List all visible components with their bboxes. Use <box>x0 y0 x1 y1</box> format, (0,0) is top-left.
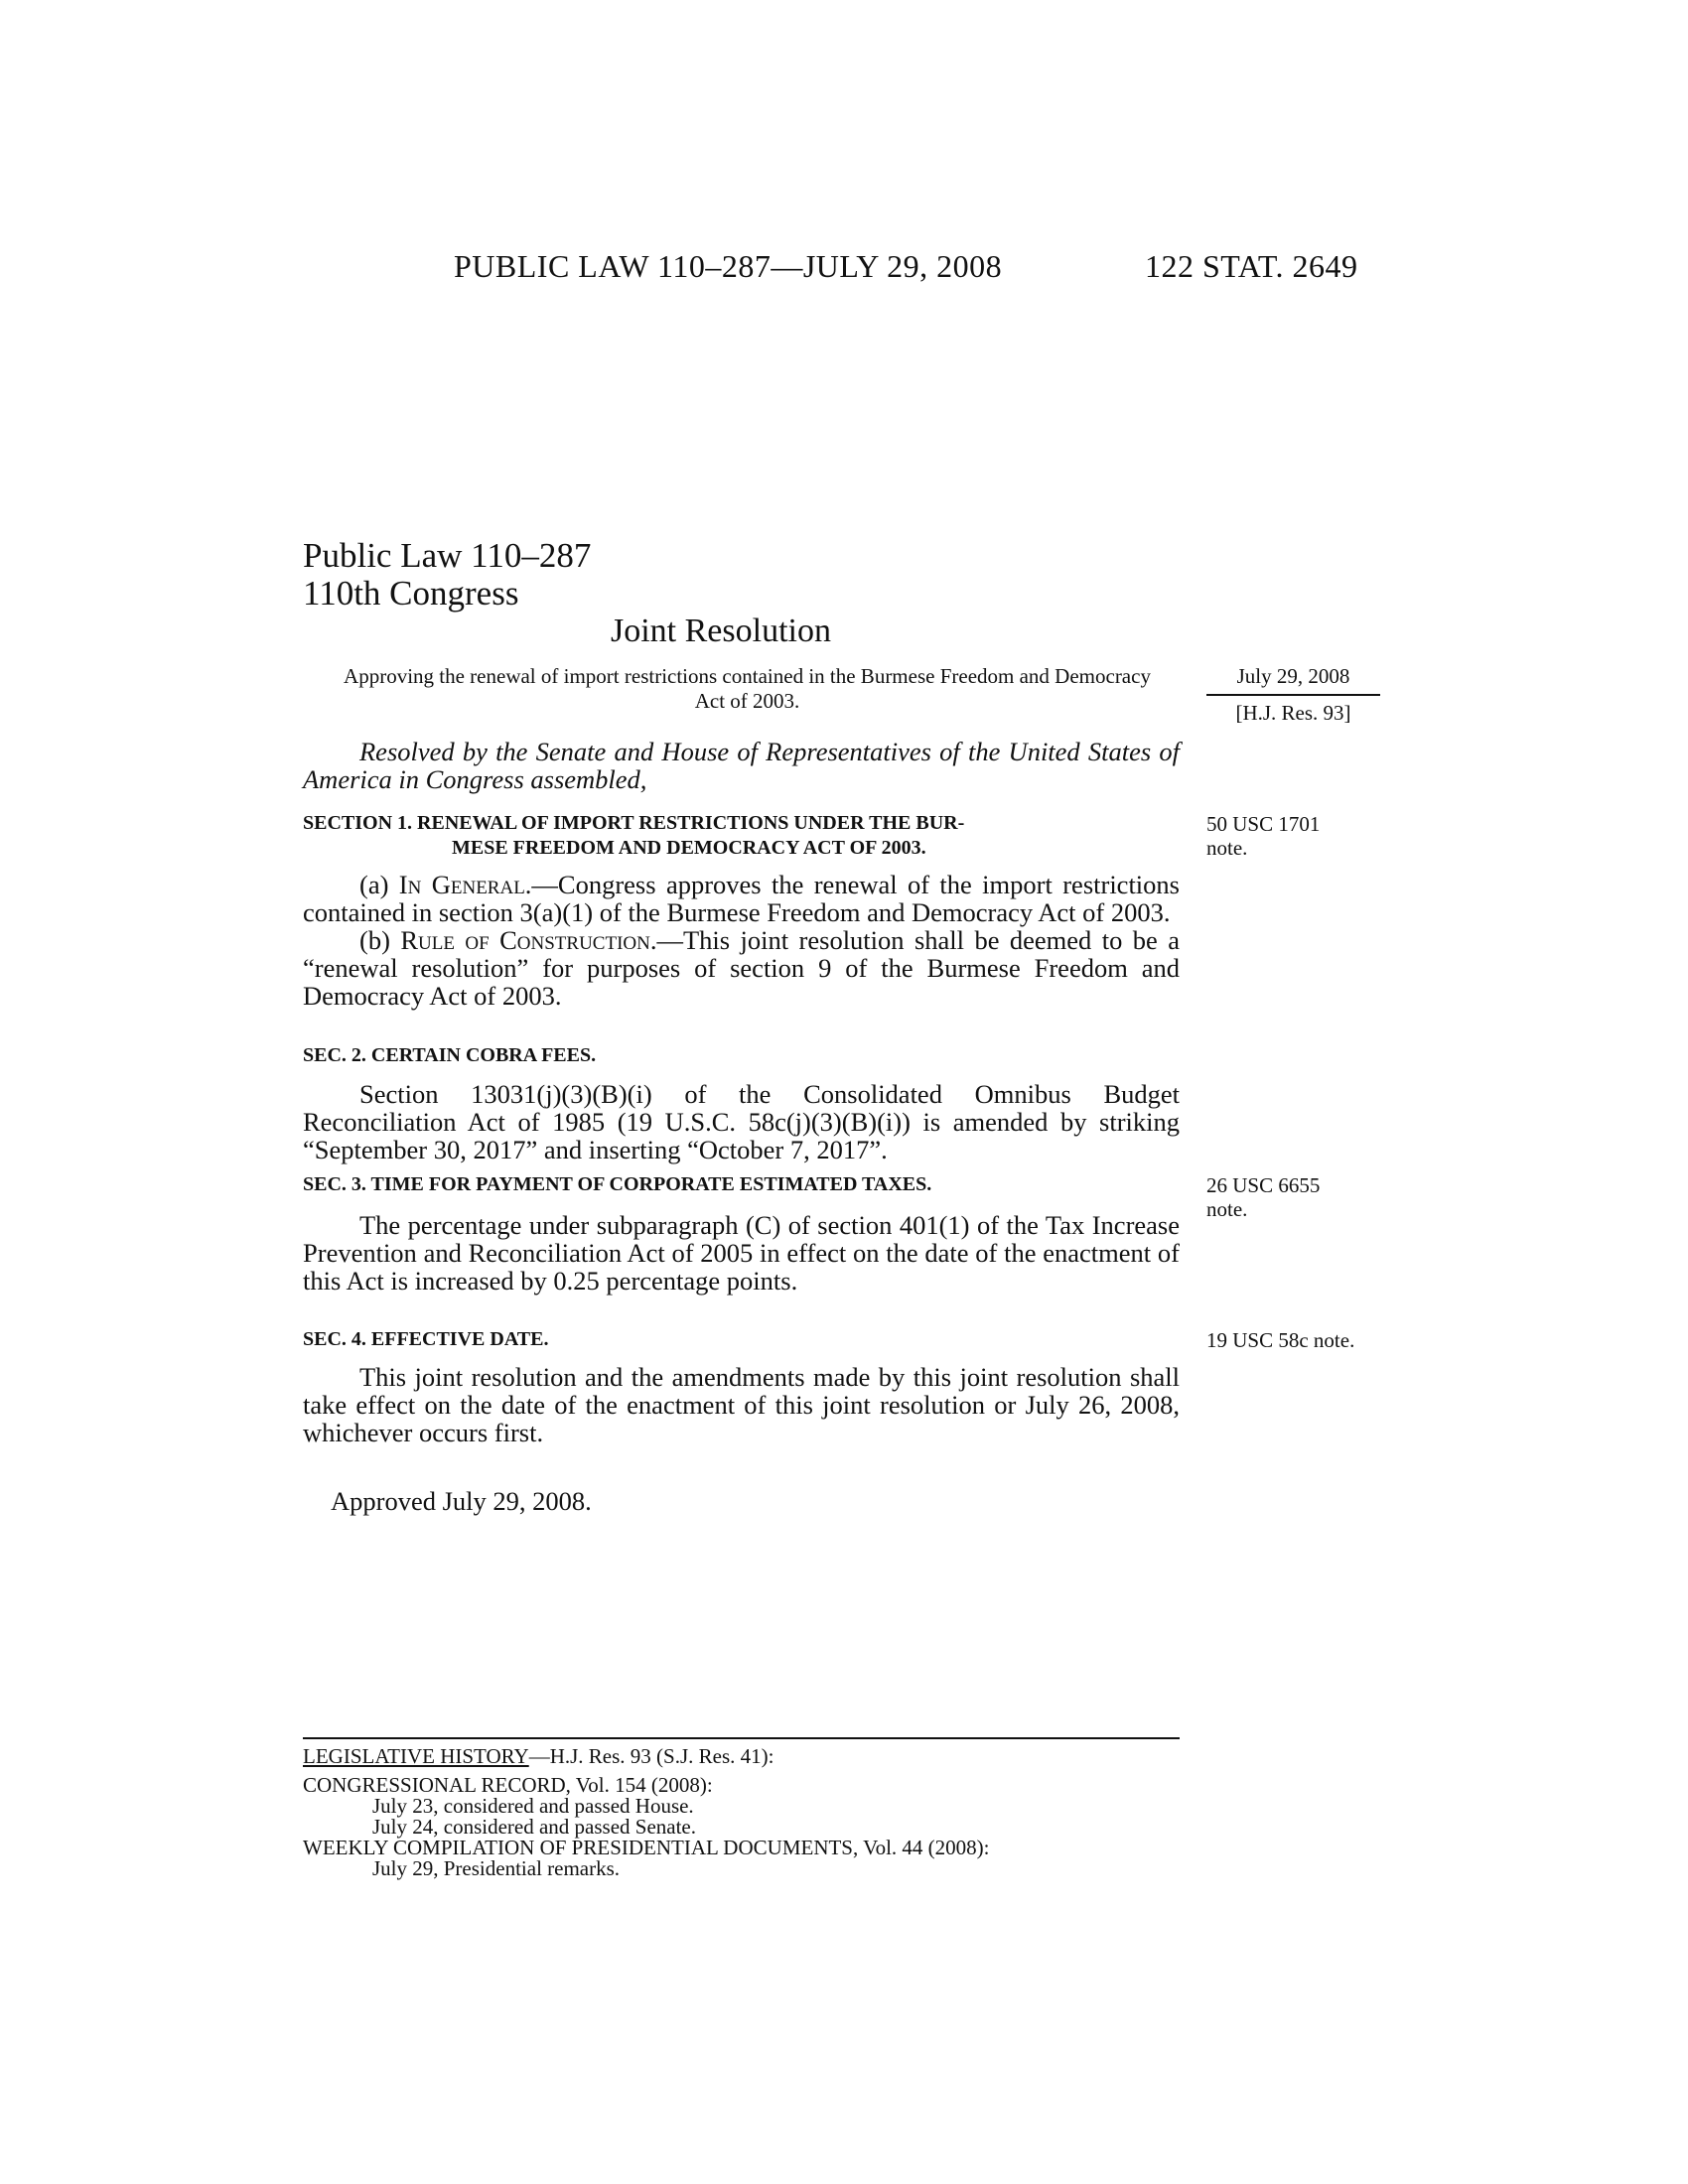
section-1-heading-line1: SECTION 1. RENEWAL OF IMPORT RESTRICTIONS UNDER THE BUR- <box>303 812 965 834</box>
stat-page-number: 122 STAT. 2649 <box>1145 248 1358 284</box>
legislative-history <box>303 1746 989 1879</box>
section-3-sidenote-line2: note. <box>1206 1197 1248 1221</box>
section-2-body <box>303 1080 1180 1163</box>
approval-statement: Approved July 29, 2008. <box>331 1486 592 1516</box>
subsection-b <box>303 926 1180 1010</box>
section-1-heading-line2: MESE FREEDOM AND DEMOCRACY ACT OF 2003. <box>452 837 926 859</box>
section-1-sidenote-line2: note. <box>1206 836 1248 860</box>
section-2-text: Section 13031(j)(3)(B)(i) of the Consolidated Omnibus Budget Reconciliation Act of 1985 (19 U.S.C. 58c(j)(3)(B)(i)) is amended by striking “September 30, 2017” and inserting “October 7, 2017”. <box>303 1079 1180 1164</box>
document-title: Joint Resolution <box>611 613 831 649</box>
subsection-a <box>303 871 1180 926</box>
history-entry: July 24, considered and passed Senate. <box>372 1815 697 1839</box>
margin-date-block <box>1206 664 1380 726</box>
section-1-heading <box>303 811 1180 861</box>
subsection-b-heading: Rule of Construction <box>400 925 650 955</box>
section-3-text: The percentage under subparagraph (C) of section 401(1) of the Tax Increase Prevention and Reconciliation Act of 2005 in effect on the date of the enactment of this Act is increased by 0.25 percentage points. <box>303 1210 1180 1296</box>
footer-divider <box>303 1737 1180 1739</box>
section-3-sidenote <box>1206 1173 1320 1221</box>
running-title: PUBLIC LAW 110–287—JULY 29, 2008 <box>454 248 1003 284</box>
section-4-heading: SEC. 4. EFFECTIVE DATE. <box>303 1328 549 1350</box>
subsection-a-label: (a) <box>359 870 399 899</box>
legislative-history-resolutions: —H.J. Res. 93 (S.J. Res. 41): <box>528 1744 774 1768</box>
congressional-record-line: CONGRESSIONAL RECORD, Vol. 154 (2008): <box>303 1773 713 1797</box>
history-entry: July 23, considered and passed House. <box>372 1794 694 1818</box>
section-3-heading: SEC. 3. TIME FOR PAYMENT OF CORPORATE ESTIMATED TAXES. <box>303 1173 932 1195</box>
history-entry: July 29, Presidential remarks. <box>372 1856 621 1880</box>
resolution-number: [H.J. Res. 93] <box>1235 701 1351 725</box>
legislative-history-label: LEGISLATIVE HISTORY <box>303 1744 529 1768</box>
approval-date: July 29, 2008 <box>1206 664 1380 696</box>
law-number: Public Law 110–287 <box>303 536 592 575</box>
enacting-clause-text: Resolved by the Senate and House of Representatives of the United States of America in Congress assembled, <box>303 737 1180 794</box>
section-1-body <box>303 871 1180 1010</box>
subsection-a-heading: In General <box>398 870 525 899</box>
section-3-sidenote-line1: 26 USC 6655 <box>1206 1173 1321 1197</box>
section-2-heading: SEC. 2. CERTAIN COBRA FEES. <box>303 1044 597 1066</box>
purpose-clause: Approving the renewal of import restrictions contained in the Burmese Freedom and Democracy Act of 2003. <box>344 664 1151 713</box>
weekly-compilation-line: WEEKLY COMPILATION OF PRESIDENTIAL DOCUMENTS, Vol. 44 (2008): <box>303 1836 990 1859</box>
section-1-sidenote-line1: 50 USC 1701 <box>1206 812 1321 836</box>
section-3-body <box>303 1211 1180 1295</box>
legislative-history-title <box>303 1746 989 1767</box>
section-4-sidenote: 19 USC 58c note. <box>1206 1328 1355 1352</box>
law-identifier <box>303 537 591 613</box>
subsection-b-text: .—This joint resolution shall be deemed to be a “renewal resolution” for purposes of section 9 of the Burmese Freedom and Democracy Act of 2003. <box>303 925 1180 1011</box>
section-1-sidenote <box>1206 812 1320 860</box>
enacting-clause <box>303 738 1180 793</box>
section-4-text: This joint resolution and the amendments made by this joint resolution shall take effect on the date of the enactment of this joint resolution or July 26, 2008, whichever occurs first. <box>303 1362 1180 1447</box>
subsection-b-label: (b) <box>359 925 401 955</box>
section-4-body <box>303 1363 1180 1446</box>
subsection-a-text: .—Congress approves the renewal of the import restrictions contained in section 3(a)(1) of the Burmese Freedom and Democracy Act of 2003. <box>303 870 1180 927</box>
congress-number: 110th Congress <box>303 574 519 613</box>
